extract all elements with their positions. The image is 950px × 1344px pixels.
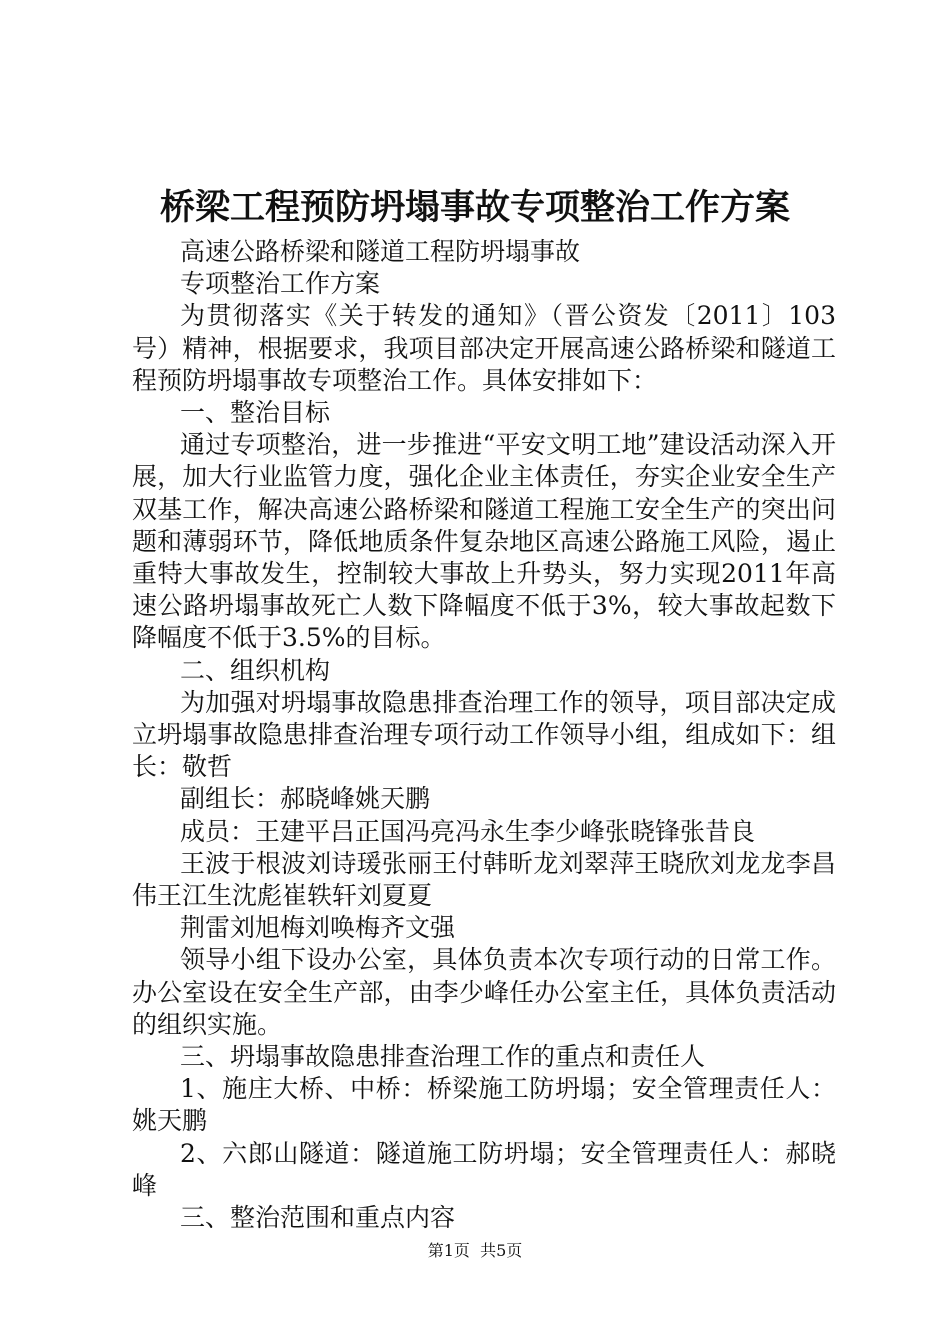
document-title: 桥梁工程预防坍塌事故专项整治工作方案 <box>159 187 790 228</box>
section-heading-priorities: 三、坍塌事故隐患排查治理工作的重点和责任人 <box>180 1042 706 1072</box>
paragraph-members-continued: 王波于根波刘诗瑗张丽王付韩昕龙刘翠萍王晓欣刘龙龙李昌伟王江生沈彪崔轶轩刘夏夏 <box>132 848 836 911</box>
paragraph-priority-2: 2、六郎山隧道：隧道施工防坍塌；安全管理责任人：郝晓峰 <box>132 1138 836 1200</box>
document-body <box>132 236 836 1234</box>
paragraph-deputy-leaders: 副组长：郝晓峰姚天鹏 <box>180 784 431 814</box>
paragraph-subtitle-line-2: 专项整治工作方案 <box>180 269 381 299</box>
section-heading-organization: 二、组织机构 <box>180 655 331 685</box>
paragraph-office: 领导小组下设办公室，具体负责本次专项行动的日常工作。办公室设在安全生产部，由李少峰任办公室主任，具体负责活动的组织实施。 <box>132 945 836 1039</box>
paragraph-members: 成员：王建平吕正国冯亮冯永生李少峰张晓锋张昔良 <box>180 816 756 846</box>
paragraph-priority-1: 1、施庄大桥、中桥：桥梁施工防坍塌；安全管理责任人：姚天鹏 <box>132 1074 836 1136</box>
paragraph-organization: 为加强对坍塌事故隐患排查治理工作的领导，项目部决定成立坍塌事故隐患排查治理专项行动工作领导小组，组成如下：组长：敬哲 <box>132 687 836 782</box>
paragraph-members-final: 荆雷刘旭梅刘唤梅齐文强 <box>180 913 456 943</box>
section-heading-goals: 一、整治目标 <box>180 398 331 428</box>
paragraph-intro: 为贯彻落实《关于转发的通知》（晋公资发〔2011〕103号）精神，根据要求，我项目部决定开展高速公路桥梁和隧道工程预防坍塌事故专项整治工作。具体安排如下： <box>132 301 836 395</box>
section-heading-scope: 三、整治范围和重点内容 <box>180 1203 456 1233</box>
paragraph-goals: 通过专项整治，进一步推进“平安文明工地”建设活动深入开展，加大行业监管力度，强化企业主体责任，夯实企业安全生产双基工作，解决高速公路桥梁和隧道工程施工安全生产的突出问题和薄弱环节，降低地质条件复杂地区高速公路施工风险，遏止重特大事故发生，控制较大事故上升势头，努力实现2011年高速公路坍塌事故死亡人数下降幅度不低于3%，较大事故起数下降幅度不低于3.5%的目标。 <box>132 430 836 653</box>
page-footer <box>0 1239 950 1263</box>
paragraph-subtitle-line-1: 高速公路桥梁和隧道工程防坍塌事故 <box>180 237 581 266</box>
page-number-label: 第1页 共5页 <box>427 1241 523 1260</box>
